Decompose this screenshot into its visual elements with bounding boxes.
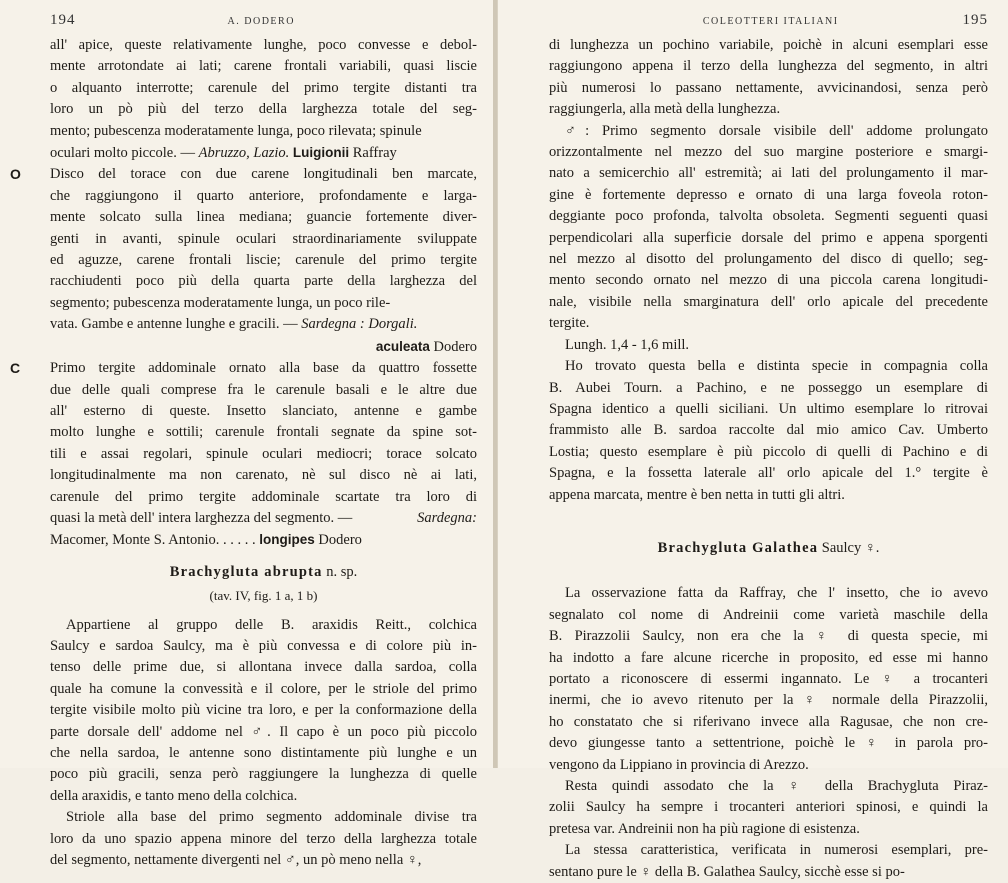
text-line: mento secondo ornato nel mezzo di una piccola carena longitudi-	[549, 272, 988, 289]
text-line: Striole alla base del primo segmento addominale divise tra	[66, 809, 477, 826]
text-line: che raggiungono il quarto anteriore, profondamente e larga-	[50, 187, 477, 204]
text-line: quale ha comune la convessità e il colore, per le striole del primo	[50, 680, 477, 697]
text-line: nale, visibile nella smarginatura dell' orlo apicale del precedente	[549, 293, 988, 310]
text-line: due delle quali comprese fra le carenule basali e le altre due	[50, 381, 477, 398]
left-body	[10, 35, 477, 871]
text-line: raggiungerla, alla metà della lunghezza.	[549, 101, 781, 118]
text-line: che nella sardoa, le antenne sono distintamente più lunghe e un	[50, 745, 477, 762]
key-o-lines	[50, 164, 477, 314]
text-line: B. Aubei Tourn. a Pachino, e ne posseggo un esemplare di	[549, 379, 988, 396]
text-line: tili e assai regolari, spinule oculari mediocri; torace solcato	[50, 445, 477, 462]
male-paragraph	[549, 121, 988, 335]
author-dodero-1: Dodero	[433, 338, 477, 355]
text-line: quasi la metà dell' intera larghezza del segmento. —	[50, 509, 353, 526]
longipes-line: Macomer, Monte S. Antonio. . . . . . longipes Dodero	[50, 532, 362, 549]
text-line: La osservazione fatta da Raffray, che l' insetto, che io avevo	[565, 585, 988, 602]
text-line: mente solcato sulla linea mediana; guancie fortemente diver-	[50, 209, 477, 226]
key-marker-c: C	[10, 360, 21, 377]
aculeata-locality: Sardegna : Dorgali.	[301, 316, 418, 333]
text-line: deggiante poco profonda, talvolta obsoleta. Segmenti seguenti quasi	[549, 208, 988, 225]
text-line: pretesa var. Andreinii non ha più ragione di esistenza.	[549, 820, 860, 837]
abrupta-paragraph-2	[50, 807, 477, 871]
galathea-paragraph-2	[549, 776, 988, 840]
right-body	[549, 35, 988, 883]
text-line: del segmento, nettamente divergenti nel ♂, un pò meno nella ♀,	[50, 852, 422, 869]
text-line: Lostia; questo esemplare è più piccolo di quelli di Pachino e di	[549, 443, 988, 460]
galathea-paragraph-1	[549, 583, 988, 776]
text-line: Disco del torace con due carene longitudinali ben marcate,	[50, 166, 477, 183]
text-line: nato a semicerchio all' estremità; ai lati del prolungamento il mar-	[549, 165, 988, 182]
key-o-block	[10, 164, 477, 358]
text-line: o alquanto interrotte; carenule del primo tergite distanti tra	[50, 79, 477, 96]
text-line: Resta quindi assodato che la ♀ della Brachygluta Piraz-	[565, 778, 988, 794]
text-line: ed aguzze, carene frontali liscie; carenule del primo tergite	[50, 252, 477, 269]
text-line: segnalato col nome di Andreinii come varietà maschile della	[549, 606, 988, 623]
text-line: raggiungono appena il terzo della lunghezza del segmento, in altri	[549, 58, 988, 75]
author-raffray: Raffray	[352, 145, 397, 162]
text-line: mento; pubescenza moderatamente lunga, poco rilevata; spinule	[50, 122, 422, 139]
text-line: mente arrotondate ai lati; carene frontali variabili, quasi liscie	[50, 58, 477, 75]
text-line: di lunghezza un pochino variabile, poichè in alcuni esemplari esse	[549, 37, 988, 53]
text-line: Spagna identico a quelli siciliani. Un ultimo esemplare lo ritrovai	[549, 400, 988, 417]
text-line: frammisto alle B. sardoa raccolte dal mio amico Cav. Umberto	[549, 422, 988, 439]
text-line: ha indotto a fare alcune ricerche in proposito, ed esse mi hanno	[549, 649, 988, 666]
text-line: loro un pò più del terzo della larghezza totale del seg-	[50, 101, 477, 118]
key-c-block	[10, 358, 477, 552]
aculeata-line: vata. Gambe e antenne lunghe e gracili. — Sardegna : Dorgali.	[50, 316, 418, 333]
text-line: loro da uno spazio appena minore del terzo della larghezza totale	[50, 830, 477, 847]
text-line: perpendicolari alla superficie dorsale del primo e appena sporgenti	[549, 229, 988, 246]
text-line: portato a riconoscere di essermi ingannato. Le ♀ a trocanteri	[549, 670, 988, 687]
right-intro-paragraph	[549, 35, 988, 121]
left-running-title: A. DODERO	[227, 16, 295, 27]
text-line: ♂: Primo segmento dorsale visibile dell' addome prolungato	[565, 122, 988, 139]
text-line: orizzontalmente nel mezzo del suo margine posteriore e smargi-	[549, 144, 988, 161]
galathea-paragraph-3	[549, 840, 988, 883]
text-line: tergite visibile molto più vicine tra loro, e per la conformazione della	[50, 702, 477, 719]
luigionii-line: oculari molto piccole. — Abruzzo, Lazio. Luigionii Raffray	[50, 145, 397, 162]
text-line: carenule del primo tergite addominale scartate tra loro di	[50, 488, 477, 505]
text-line: della araxidis, e tanto meno della colchica.	[50, 787, 298, 804]
text-line: La stessa caratteristica, verificata in numerosi esemplari, pre-	[565, 842, 988, 859]
text-line: gine è fortemente depresso e ornato di una larga foveola roton-	[549, 186, 988, 203]
text-line: poco più gracili, senza però raggiungere la lunghezza di quelle	[50, 766, 477, 783]
text-line: vengono da Lippiano in provincia di Arezzo.	[549, 756, 809, 773]
left-page-number: 194	[50, 12, 76, 28]
text-line: Spagna, e la fossetta laterale all' orlo apicale del 1.° tergite è	[549, 465, 988, 482]
text-line: tenso delle prime due, si allontana invece dalla sardoa, colla	[50, 659, 477, 676]
found-paragraph	[549, 356, 988, 506]
text-line: sentano pure le ♀ della B. Galathea Saulcy, sicchè esse si po-	[549, 863, 905, 880]
text-line: Appartiene al gruppo delle B. araxidis Reitt., colchica	[66, 616, 477, 633]
right-page	[497, 0, 1008, 880]
right-running-title: COLEOTTERI ITALIANI	[702, 16, 839, 27]
left-running-head	[50, 12, 477, 29]
key-marker-o: O	[10, 166, 21, 183]
species-longipes: longipes	[259, 532, 315, 548]
text-line: molto lunghe e sottili; carenule frontali segnate da spine sot-	[50, 424, 477, 441]
text-line: B. Pirazzolii Saulcy, non era che la ♀ di questa specie, mi	[549, 628, 988, 645]
text-line: segmento; pubescenza moderatamente lunga, un poco rile-	[50, 294, 391, 311]
key-c-lines	[50, 358, 477, 529]
text-line: parte dorsale dell' addome nel ♂. Il capo è un poco più piccolo	[50, 723, 477, 740]
galathea-heading: Brachygluta Galathea Saulcy ♀.	[657, 539, 880, 556]
text-line: devo giungesse tanto a settentrione, poichè le ♀ in parola pro-	[549, 735, 988, 752]
text-line: Saulcy e sardoa Saulcy, ma è più convessa e di colore più in-	[50, 637, 477, 654]
abrupta-heading: Brachygluta abrupta n. sp.	[169, 563, 358, 580]
text-line: più numerosi lo passano nettamente, avvicinandosi, senza però	[549, 79, 988, 96]
text-line: inermi, che io avevo ritenuto per la ♀ normale della Pirazzolii,	[549, 692, 988, 709]
text-line: racchiudenti poco più della quarta parte della larghezza del	[50, 273, 477, 290]
text-line: zolii Saulcy ha sempre i trocanteri anteriori spinosi, e quindi la	[549, 799, 988, 816]
aculeata-name-line	[50, 336, 477, 358]
abrupta-paragraph-1	[50, 615, 477, 808]
text-line: appena marcata, mentre è ben netta in tutti gli altri.	[549, 486, 845, 503]
text-line: genti in avanti, spinule oculari straordinariamente sviluppate	[50, 230, 477, 247]
intro-paragraph	[50, 35, 477, 142]
luigionii-localities: Abruzzo, Lazio.	[198, 145, 290, 162]
text-line: all' apice, queste relativamente lunghe, poco convesse e debol-	[50, 37, 477, 53]
longipes-sardegna: Sardegna:	[417, 509, 477, 526]
text-line: nel mezzo al disotto del prolungamento del disco di quello; seg-	[549, 251, 988, 268]
text-line: ho constatato che si riferivano invece alla Ragusae, che non cre-	[549, 713, 988, 730]
text-line: Ho trovato questa bella e distinta specie in compagnia colla	[565, 358, 988, 375]
length-line: Lungh. 1,4 - 1,6 mill.	[565, 336, 690, 353]
right-page-number: 195	[962, 12, 988, 28]
right-running-head	[549, 12, 988, 29]
species-aculeata: aculeata	[375, 338, 430, 354]
text-line: tergite.	[549, 315, 590, 332]
text-line: Primo tergite addominale ornato alla base da quattro fossette	[50, 360, 477, 377]
abrupta-plate-ref: (tav. IV, fig. 1 a, 1 b)	[209, 588, 318, 604]
species-luigionii: Luigionii	[292, 145, 350, 161]
author-dodero-2: Dodero	[318, 532, 362, 549]
left-page	[0, 0, 493, 869]
text-line: longitudinalmente ma non carenato, nè sul disco nè ai lati,	[50, 467, 477, 484]
text-line: all' esterno di queste. Insetto slanciato, antenne e gambe	[50, 402, 477, 419]
